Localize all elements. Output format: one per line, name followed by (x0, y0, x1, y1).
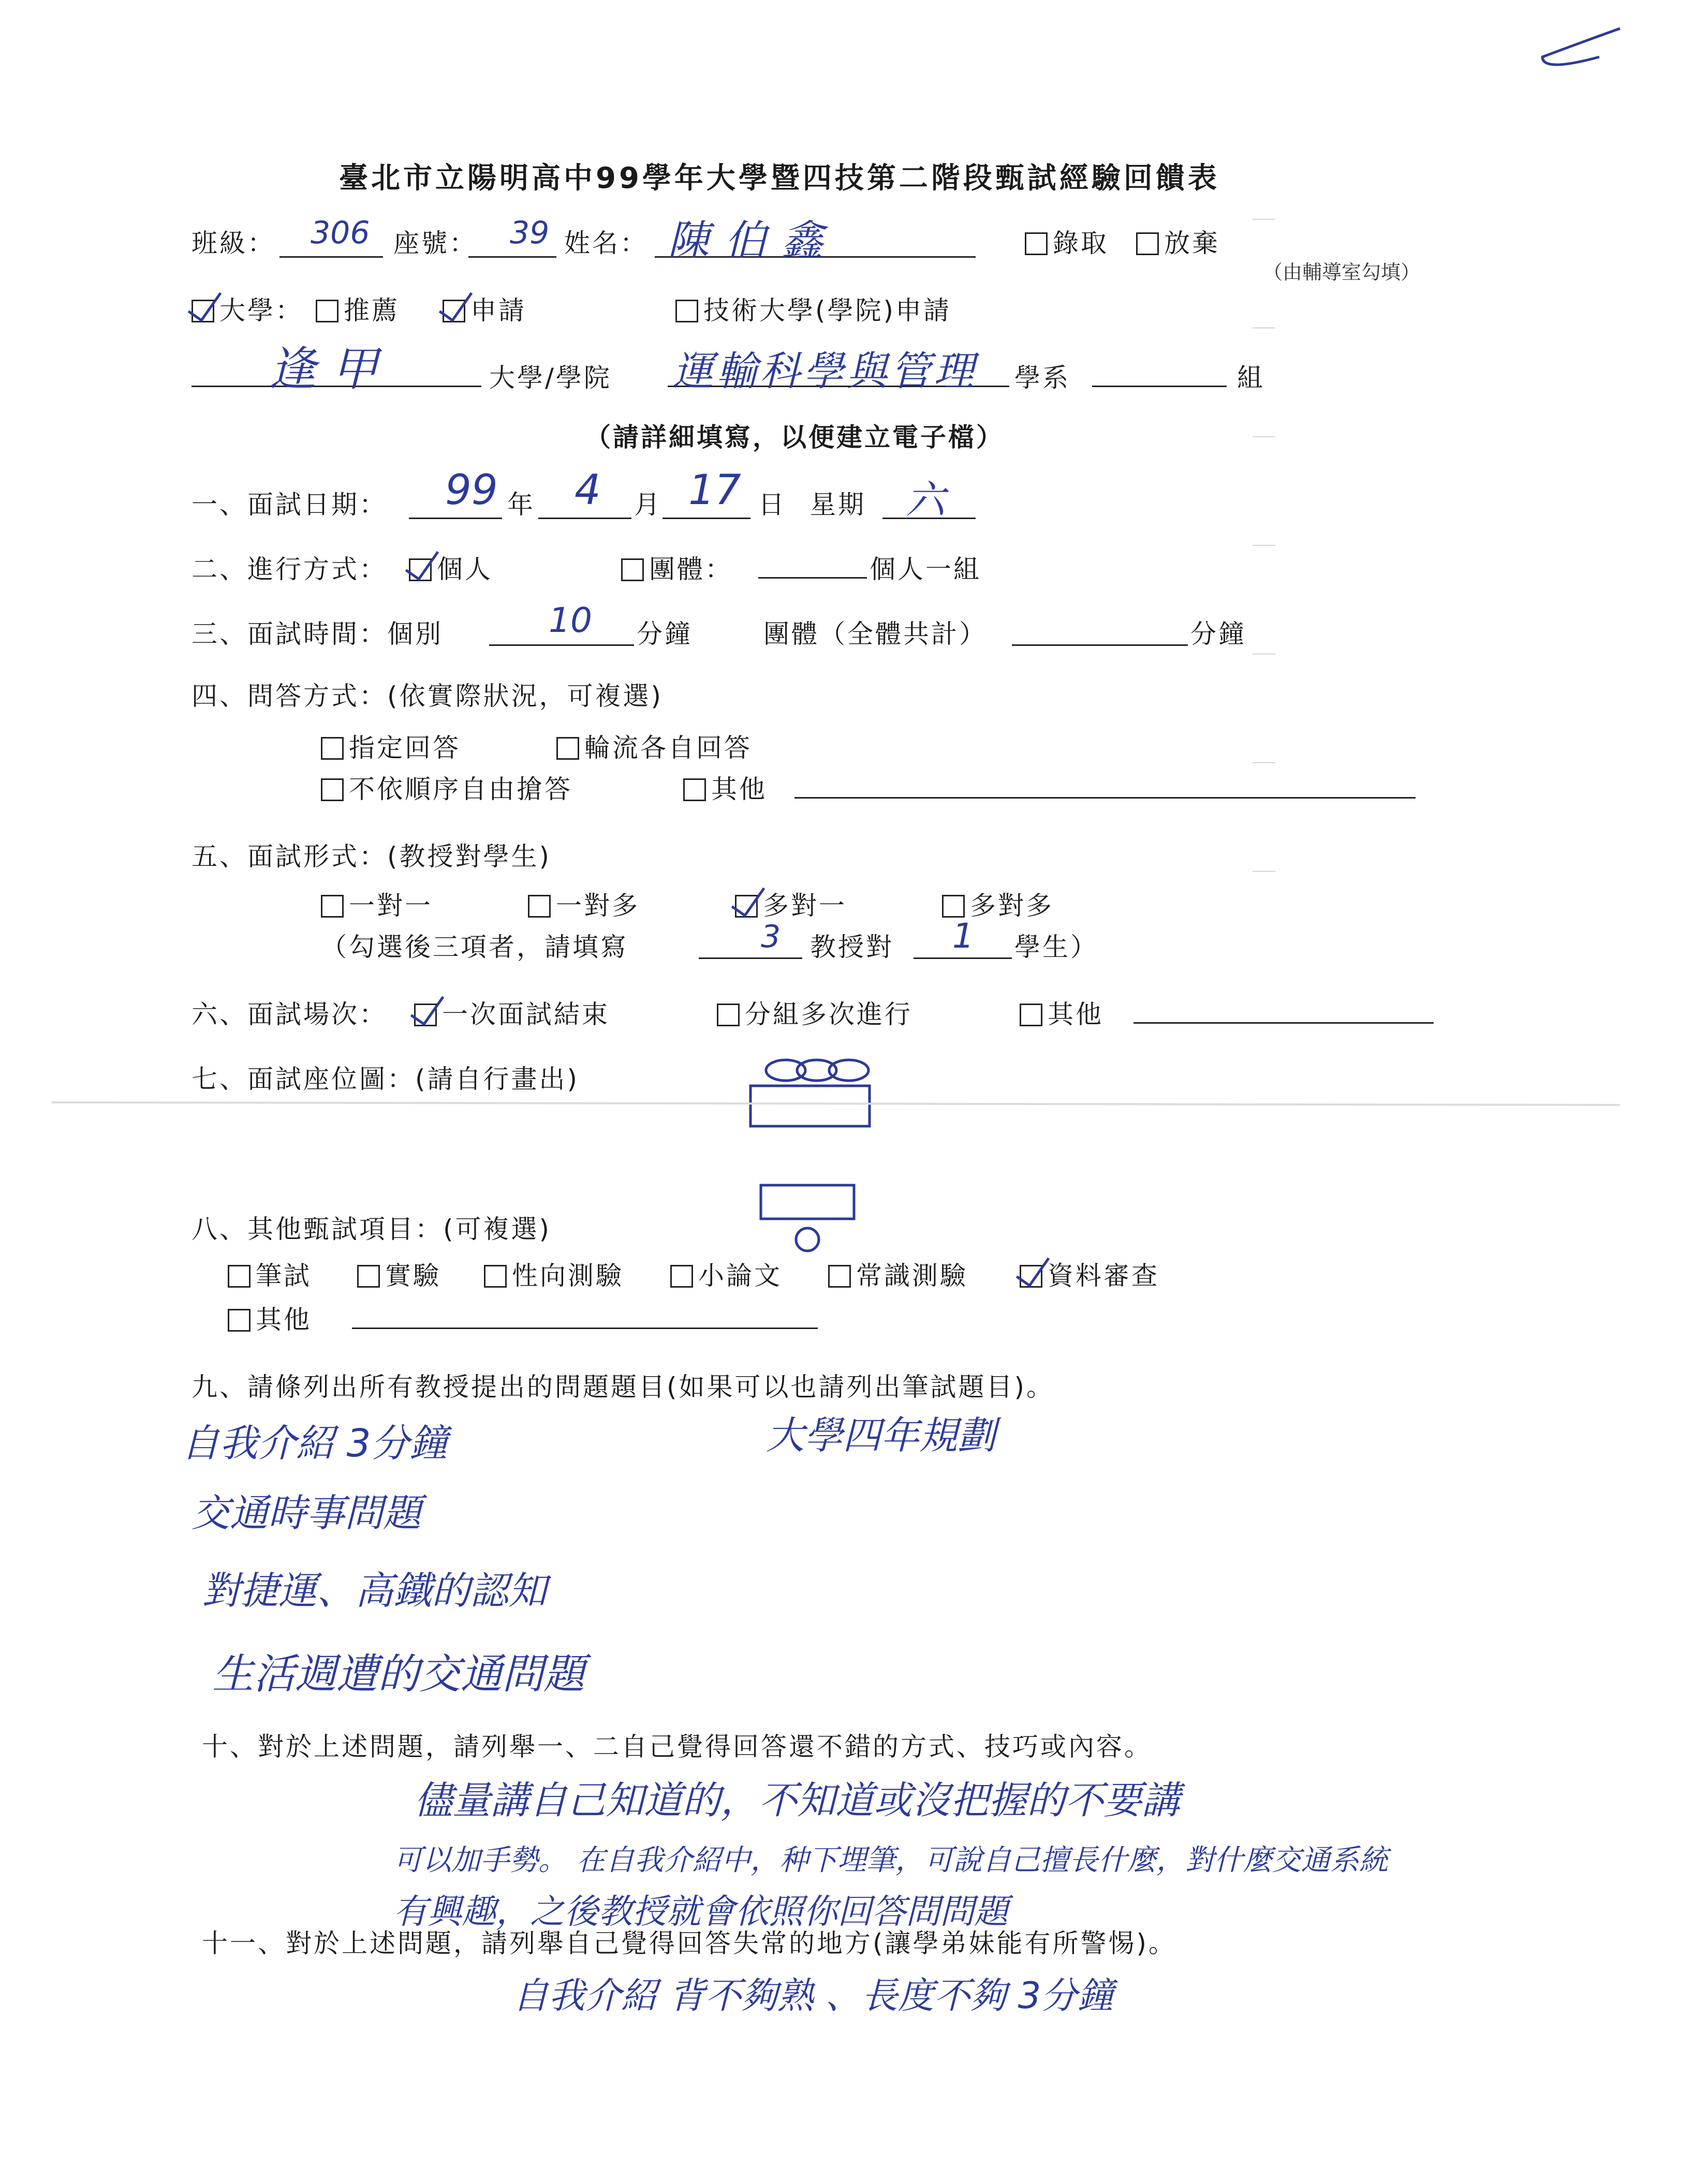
q5-opt3[interactable]: 多對一 (735, 885, 847, 922)
q8-label: 八、其他甄試項目：(可複選) (192, 1214, 552, 1244)
q8-opt6-checkbox[interactable] (1020, 1265, 1042, 1288)
student-seat (796, 1228, 819, 1251)
q10-answer-2: 可以加手勢。 在自我介紹中，种下埋筆，可說自己擅長什麼，對什麼交通系統 (393, 1843, 1388, 1877)
dept-suffix: 學系 (1014, 363, 1070, 393)
q5-opt2-checkbox[interactable] (528, 895, 551, 918)
student-table (761, 1185, 854, 1219)
q6-opt1-checkbox[interactable] (414, 1004, 437, 1026)
q9-answer-1: 自我介紹 3分鐘 (181, 1421, 448, 1466)
q4-opt1[interactable]: 指定回答 (321, 727, 461, 764)
q5-note-prefix: （勾選後三項者，請填寫 (321, 932, 628, 962)
q9-answer-3: 交通時事問題 (192, 1491, 421, 1536)
q1-label: 一、面試日期： (192, 490, 387, 520)
q9-answer-5: 生活週遭的交通問題 (212, 1650, 585, 1698)
q8-opt1-checkbox[interactable] (228, 1265, 251, 1288)
q1-month: 4 (575, 466, 601, 514)
q6-opt1[interactable]: 一次面試結束 (414, 994, 610, 1031)
q5-opt1[interactable]: 一對一 (321, 885, 433, 922)
q4-opt1-checkbox[interactable] (321, 737, 344, 760)
q6-opt3[interactable]: 其他 (1020, 994, 1103, 1031)
school-suffix: 大學/學院 (489, 363, 612, 393)
q4-opt4[interactable]: 其他 (683, 769, 767, 806)
q4-opt2[interactable]: 輪流各自回答 (556, 727, 752, 764)
q8-opt7[interactable]: 其他 (228, 1299, 312, 1336)
q8-opt3[interactable]: 性向測驗 (484, 1255, 624, 1292)
q1-weekday: 六 (906, 477, 945, 523)
q2-group-checkbox[interactable] (621, 558, 644, 581)
q5-opt1-checkbox[interactable] (321, 895, 344, 918)
q4-opt4-checkbox[interactable] (683, 778, 706, 801)
bleed-through-text: ＿ ＿ ＿ ＿ ＿ ＿ ＿ (1253, 196, 1278, 875)
q1-day: 17 (688, 466, 741, 514)
q2-group-option[interactable]: 團體： (621, 549, 733, 586)
q5-opt3-checkbox[interactable] (735, 895, 758, 918)
seat-label: 座號： (393, 228, 477, 258)
q8-opt7-checkbox[interactable] (228, 1309, 251, 1332)
university-option[interactable]: 大學： (192, 290, 303, 327)
q6-opt3-checkbox[interactable] (1020, 1004, 1042, 1026)
fold-line (52, 1102, 1620, 1105)
q1-year: 99 (445, 466, 498, 514)
q6-label: 六、面試場次： (192, 999, 387, 1029)
recommend-checkbox[interactable] (316, 300, 338, 322)
q4-label: 四、問答方式：(依實際狀況，可複選) (192, 681, 664, 711)
q3-label: 三、面試時間：個別 (192, 619, 443, 649)
seat-value: 39 (510, 215, 550, 251)
class-value: 306 (311, 215, 370, 251)
q8-opt2-checkbox[interactable] (357, 1265, 380, 1288)
q8-opt5[interactable]: 常識測驗 (828, 1255, 968, 1292)
apply-option[interactable]: 申請 (443, 290, 526, 327)
recommend-option[interactable]: 推薦 (316, 290, 400, 327)
office-note: （由輔導室勾填） (1263, 261, 1421, 284)
q5-students: 1 (952, 916, 974, 956)
school-value: 逢甲 (269, 342, 393, 396)
q1-year-unit: 年 (507, 490, 535, 520)
q6-opt2[interactable]: 分組多次進行 (717, 994, 912, 1031)
q8-opt5-checkbox[interactable] (828, 1265, 851, 1288)
q5-note-suffix: 學生） (1014, 932, 1098, 962)
professor-seat (829, 1060, 868, 1081)
q1-weekday-label: 星期 (810, 490, 866, 520)
q5-opt2[interactable]: 一對多 (528, 885, 640, 922)
q9-answer-4: 對捷運、高鐵的認知 (202, 1569, 547, 1613)
tech-option[interactable]: 技術大學(學院)申請 (675, 290, 951, 327)
q10-label: 十、對於上述問題，請列舉一、二自己覺得回答還不錯的方式、技巧或內容。 (202, 1732, 1152, 1762)
q3-minutes: 10 (549, 600, 592, 640)
q9-label: 九、請條列出所有教授提出的問題題目(如果可以也請列出筆試題目)。 (192, 1372, 1055, 1402)
q5-professors: 3 (761, 919, 781, 955)
professor-seat (766, 1060, 805, 1081)
professor-table (750, 1086, 870, 1126)
q2-individual-checkbox[interactable] (409, 558, 432, 581)
q8-opt3-checkbox[interactable] (484, 1265, 507, 1288)
name-label: 姓名： (564, 228, 648, 258)
q1-month-unit: 月 (634, 490, 662, 520)
q10-answer-1: 儘量講自己知道的，不知道或沒把握的不要講 (414, 1778, 1180, 1823)
apply-checkbox[interactable] (443, 300, 465, 322)
form-title: 臺北市立陽明高中99學年大學暨四技第二階段甄試經驗回饋表 (339, 161, 1220, 195)
corner-check-mark (0, 0, 1708, 104)
q5-opt4-checkbox[interactable] (942, 895, 965, 918)
admitted-option[interactable]: 錄取 (1025, 223, 1109, 260)
q4-opt3-checkbox[interactable] (321, 778, 344, 801)
q4-opt3[interactable]: 不依順序自由搶答 (321, 769, 572, 806)
q9-answer-2: 大學四年規劃 (766, 1413, 996, 1458)
q3-group-unit: 分鐘 (1190, 619, 1246, 649)
university-checkbox[interactable] (192, 300, 214, 322)
tech-checkbox[interactable] (675, 300, 698, 322)
q11-label: 十一、對於上述問題，請列舉自己覺得回答失常的地方(讓學弟妹能有所警惕)。 (202, 1928, 1177, 1958)
professor-seat (797, 1060, 836, 1081)
q5-note-mid: 教授對 (810, 932, 894, 962)
fill-note: （請詳細填寫，以便建立電子檔） (585, 422, 1004, 452)
abandon-option[interactable]: 放棄 (1136, 223, 1220, 260)
q2-label: 二、進行方式： (192, 554, 387, 584)
dept-value: 運輸科學與管理 (673, 348, 978, 395)
q8-opt2[interactable]: 實驗 (357, 1255, 441, 1292)
q1-day-unit: 日 (758, 490, 786, 520)
name-value: 陳伯鑫 (668, 216, 838, 264)
abandon-checkbox[interactable] (1136, 232, 1159, 255)
q8-opt1[interactable]: 筆試 (228, 1255, 312, 1292)
q5-opt4[interactable]: 多對多 (942, 885, 1054, 922)
q11-answer: 自我介紹 背不夠熟 、長度不夠 3分鐘 (512, 1974, 1114, 2017)
group-suffix: 組 (1237, 363, 1265, 393)
q3-group-label: 團體（全體共計） (763, 619, 987, 649)
q6-opt2-checkbox[interactable] (717, 1004, 740, 1026)
q3-unit: 分鐘 (637, 619, 693, 649)
class-label: 班級： (192, 228, 275, 258)
q5-label: 五、面試形式：(教授對學生) (192, 842, 552, 872)
q10-answer-3: 有興趣，之後教授就會依照你回答問問題 (393, 1892, 1008, 1931)
q8-opt6[interactable]: 資料審查 (1020, 1255, 1159, 1292)
admitted-checkbox[interactable] (1025, 232, 1048, 255)
q2-individual-option[interactable]: 個人 (409, 549, 493, 586)
q2-group-suffix: 個人一組 (870, 554, 981, 584)
q4-opt2-checkbox[interactable] (556, 737, 579, 760)
q8-opt4[interactable]: 小論文 (670, 1255, 782, 1292)
q7-label: 七、面試座位圖：(請自行畫出) (192, 1064, 580, 1094)
q8-opt4-checkbox[interactable] (670, 1265, 693, 1288)
